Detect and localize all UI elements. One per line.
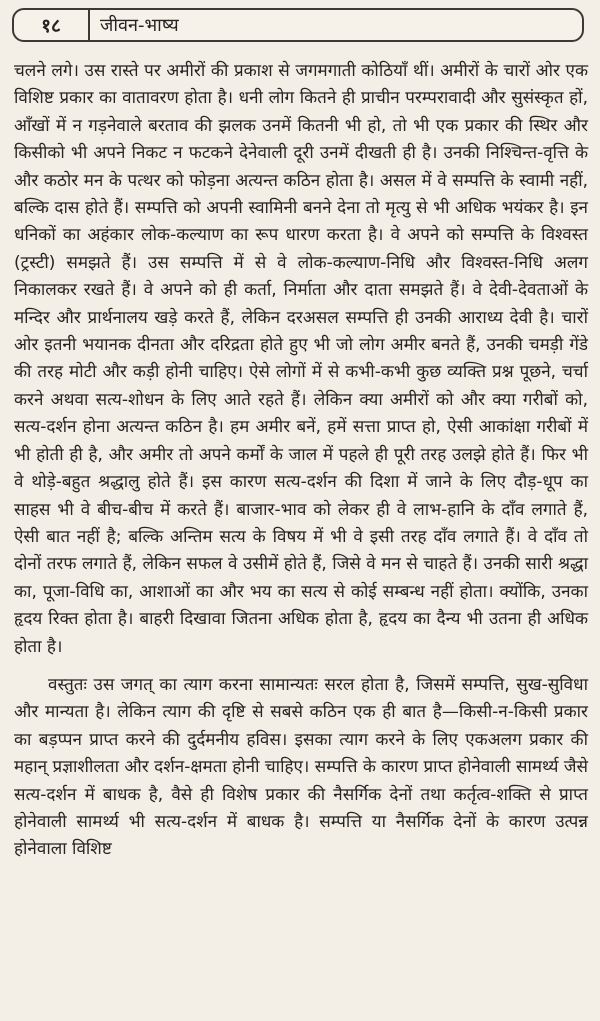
header-divider [88, 10, 90, 40]
page-number: १८ [41, 15, 61, 37]
book-title: जीवन-भाष्य [100, 15, 179, 36]
paragraph-2: वस्तुतः उस जगत् का त्याग करना सामान्यतः सरल होता है, जिसमें सम्पत्ति, सुख-सुविधा और मान्यता है। लेकिन त्याग की दृष्टि से सबसे कठिन एक ही बात है—किसी-न-किसी प्रकार का बड़प्पन प्राप्त करने की दुर्दमनीय हविस। इसका त्याग करने के लिए एकअलग प्रकार की महान् प्रज्ञाशीलता और दर्शन-क्षमता होनी चाहिए। सम्पत्ति के कारण प्राप्त होनेवाली सामर्थ्य जैसे सत्य-दर्शन में बाधक है, वैसे ही विशेष प्रकार की नैसर्गिक देनों तथा कर्तृत्व-शक्ति से प्राप्त होनेवाली सामर्थ्य भी सत्य-दर्शन में बाधक है। सम्पत्ति या नैसर्गिक देनों के कारण उत्पन्न होनेवाला विशिष्ट [14, 674, 588, 860]
page-body [14, 58, 588, 864]
running-header [12, 8, 584, 42]
paragraph-1: चलने लगे। उस रास्ते पर अमीरों की प्रकाश से जगमगाती कोठियाँ थीं। अमीरों के चारों ओर एक विशिष्ट प्रकार का वातावरण होता है। धनी लोग कितने ही प्राचीन परम्परावादी और सुसंस्कृत हों, आँखों में न गड़नेवाले बरताव की झलक उनमें कितनी भी हो, तो भी एक प्रकार की स्थिर और किसीको भी अपने निकट न फटकने देनेवाली दूरी उनमें दीखती ही है। उनकी निश्चिन्त-वृत्ति के और कठोर मन के पत्थर को फोड़ना अत्यन्त कठिन होता है। असल में वे सम्पत्ति के स्वामी नहीं, बल्कि दास होते हैं। सम्पत्ति को अपनी स्वामिनी बनने देना तो मृत्यु से भी अधिक भयंकर है। इन धनिकों का अहंकार लोक-कल्याण का रूप धारण करता है। वे अपने को सम्पत्ति के विश्वस्त (ट्रस्टी) समझते हैं। उस सम्पत्ति में से वे लोक-कल्याण-निधि और विश्वस्त-निधि अलग निकालकर रखते हैं। वे अपने को ही कर्ता, निर्माता और दाता समझते हैं। वे देवी-देवताओं के मन्दिर और प्रार्थनालय खड़े करते हैं, लेकिन दरअसल सम्पत्ति ही उनकी आराध्य देवी है। चारों ओर इतनी भयानक दीनता और दरिद्रता होते हुए भी जो लोग अमीर बनते हैं, उनकी चमड़ी गेंडे की तरह मोटी और कड़ी होनी चाहिए। ऐसे लोगों में से कभी-कभी कुछ व्यक्ति प्रश्न पूछने, चर्चा करने अथवा सत्य-शोधन के लिए आते रहते हैं। लेकिन क्या अमीरों को और क्या गरीबों को, सत्य-दर्शन होना अत्यन्त कठिन है। हम अमीर बनें, हमें सत्ता प्राप्त हो, ऐसी आकांक्षा गरीबों में भी होती ही है, और अमीर तो अपने कर्मों के जाल में पहले ही पूरी तरह उलझे होते हैं। फिर भी वे थोड़े-बहुत श्रद्धालु होते हैं। इस कारण सत्य-दर्शन की दिशा में जाने के लिए दौड़-धूप का साहस भी वे बीच-बीच में करते हैं। बाजार-भाव को लेकर ही वे लाभ-हानि के दाँव लगाते हैं, ऐसी बात नहीं है; बल्कि अन्तिम सत्य के विषय में भी वे इसी तरह दाँव लगाते हैं। वे दाँव तो दोनों तरफ लगाते हैं, लेकिन सफल वे उसीमें होते हैं, जिसे वे मन से चाहते हैं। उनकी सारी श्रद्धा का, पूजा-विधि का, आशाओं का और भय का सत्य से कोई सम्बन्ध नहीं होता। क्योंकि, उनका हृदय रिक्त होता है। बाहरी दिखावा जितना अधिक होता है, हृदय का दैन्य भी उतना ही अधिक होता है। [14, 61, 588, 657]
